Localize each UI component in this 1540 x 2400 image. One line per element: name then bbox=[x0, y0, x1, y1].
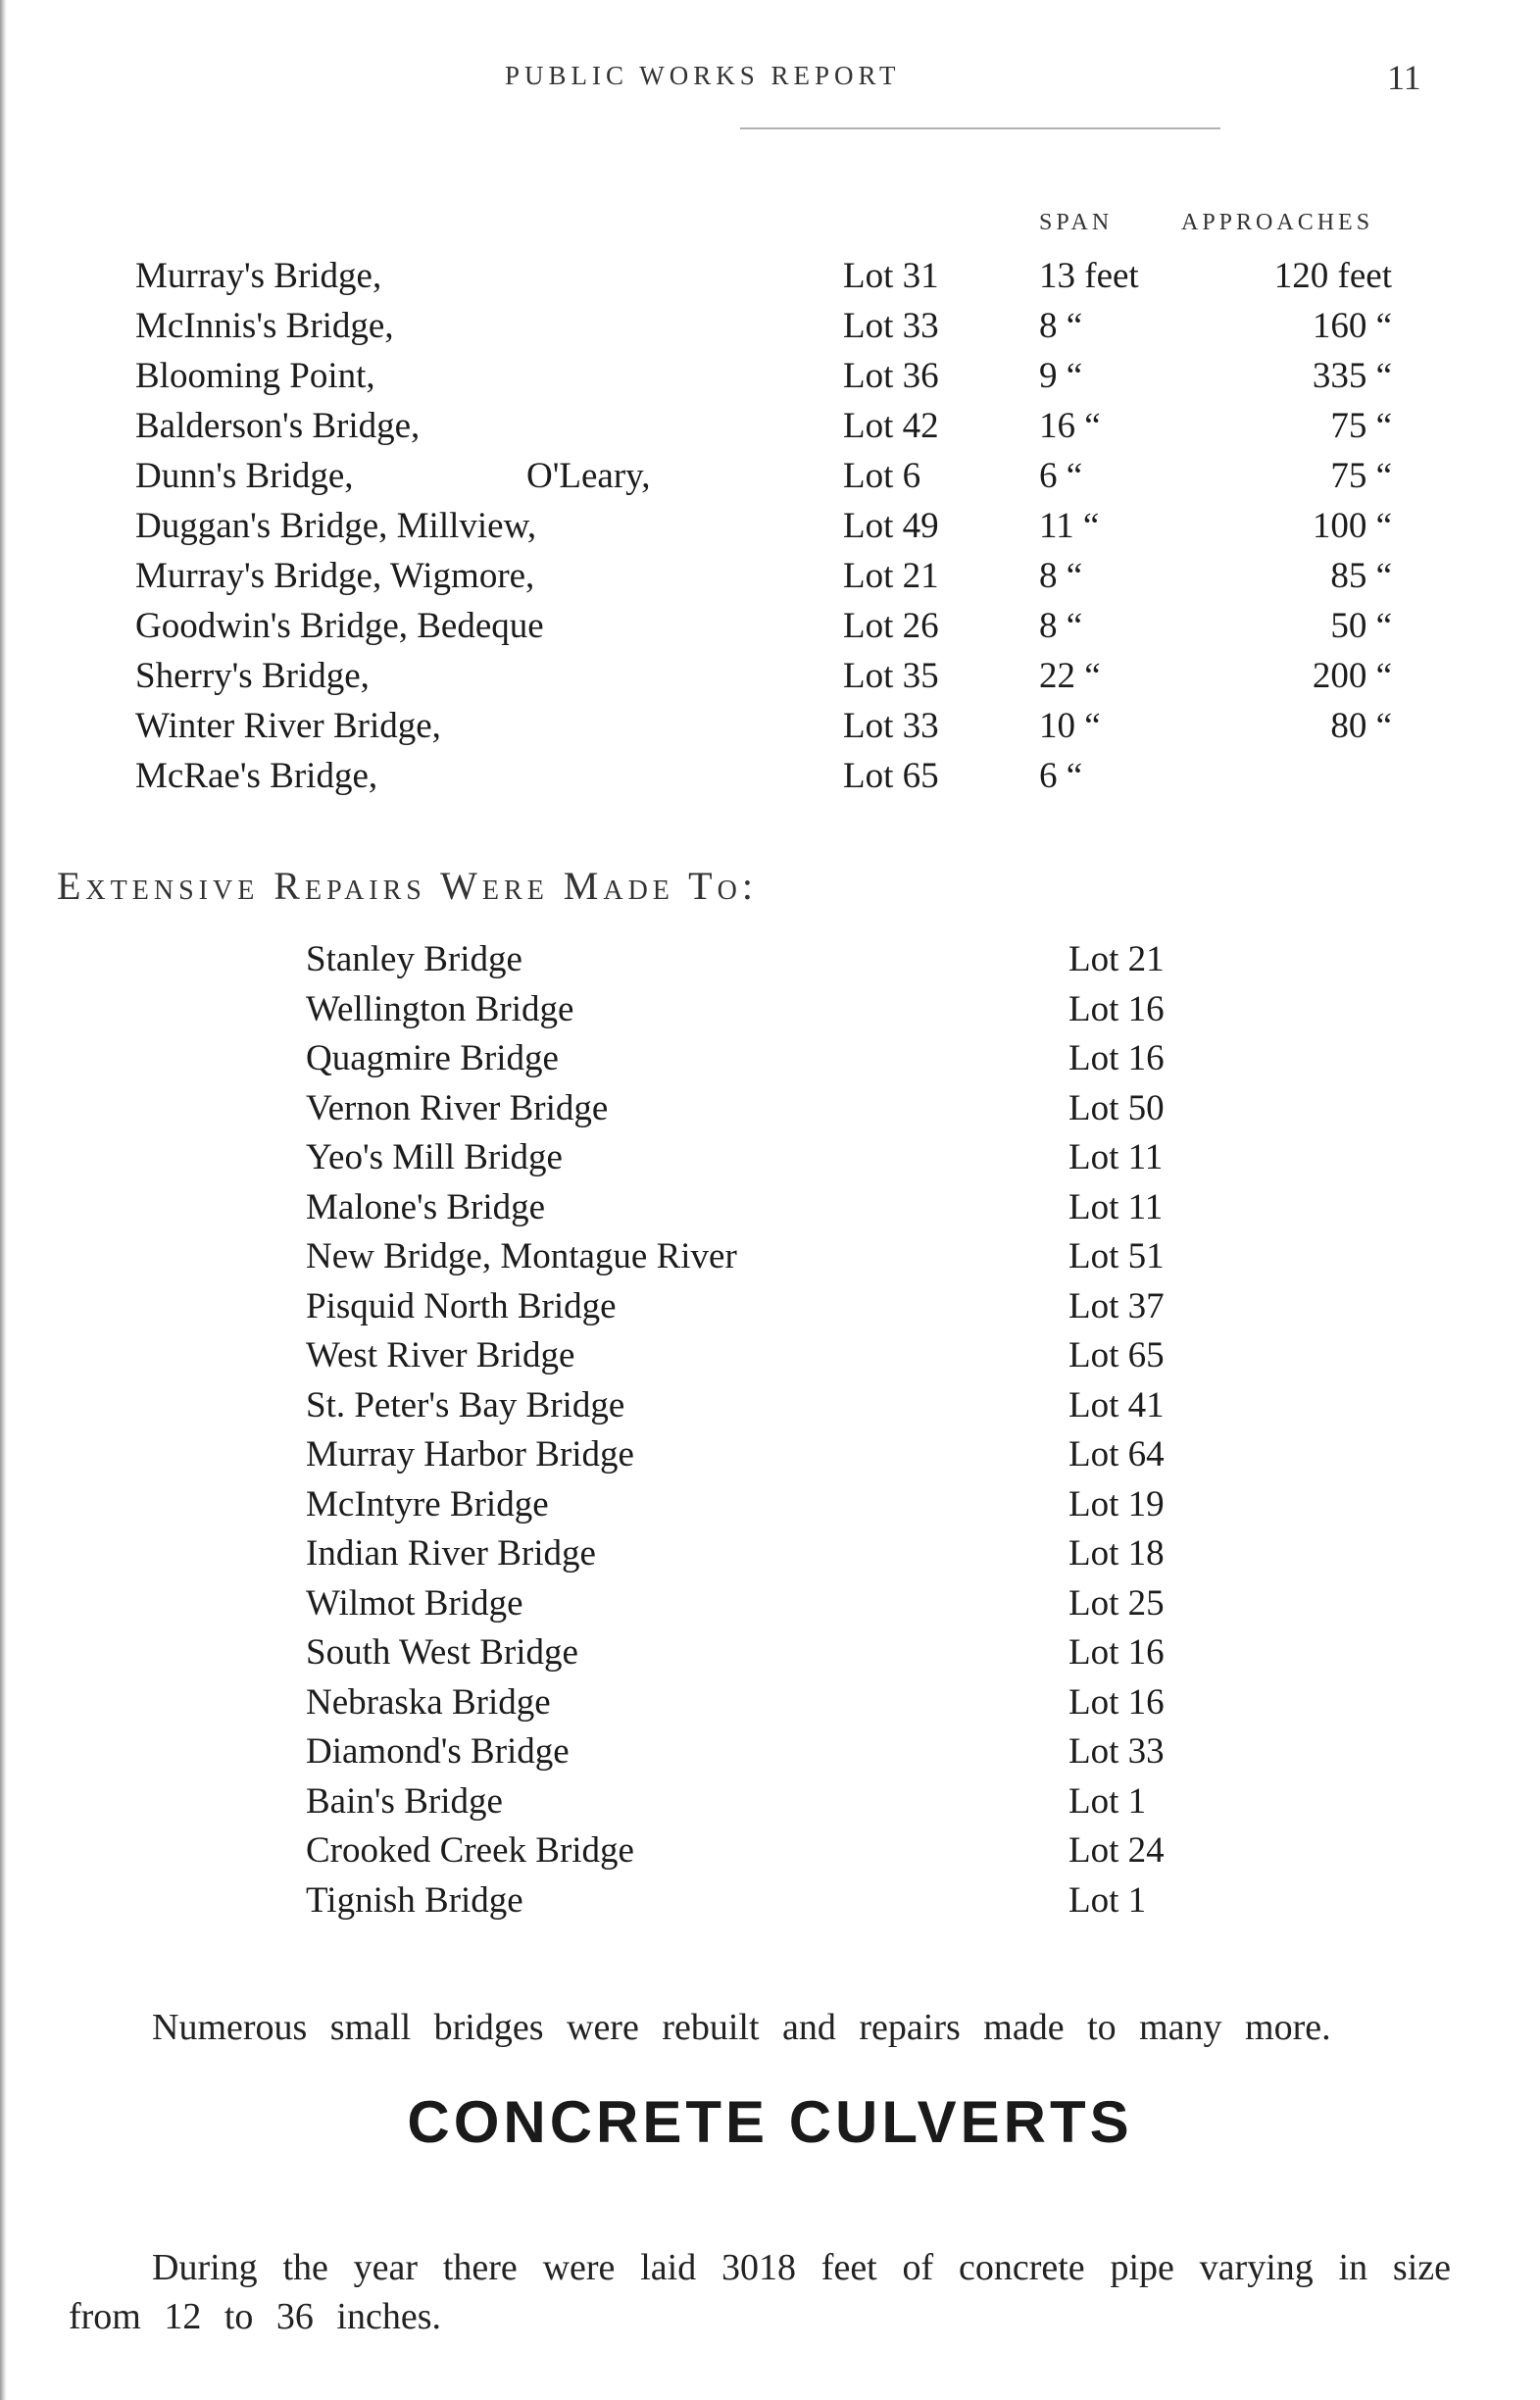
bridge-span: 8 “ bbox=[1039, 306, 1083, 346]
repair-bridge-name: Indian River Bridge bbox=[306, 1533, 596, 1574]
bridge-approaches: 85 “ bbox=[1330, 556, 1392, 596]
bridge-lot: Lot 26 bbox=[843, 606, 939, 646]
list-item bbox=[0, 1134, 1540, 1181]
small-bridges-note: Numerous small bridges were rebuilt and repairs made to many more. bbox=[152, 2007, 1331, 2048]
list-item bbox=[0, 1629, 1540, 1676]
repair-bridge-name: Wilmot Bridge bbox=[306, 1583, 523, 1624]
bridge-lot: Lot 31 bbox=[843, 256, 939, 296]
repair-bridge-name: McIntyre Bridge bbox=[306, 1484, 549, 1525]
bridge-name: Murray's Bridge, Wigmore, bbox=[135, 556, 535, 596]
repair-bridge-name: West River Bridge bbox=[306, 1335, 575, 1375]
bridge-lot: Lot 33 bbox=[843, 706, 939, 746]
bridge-name: Balderson's Bridge, bbox=[135, 406, 421, 446]
repair-bridge-lot: Lot 16 bbox=[1068, 989, 1165, 1029]
bridge-span: 10 “ bbox=[1039, 706, 1101, 746]
header-rule bbox=[740, 127, 1220, 129]
repair-bridge-lot: Lot 24 bbox=[1068, 1830, 1165, 1871]
repair-bridge-name: Yeo's Mill Bridge bbox=[306, 1137, 563, 1177]
bridge-approaches: 100 “ bbox=[1312, 506, 1392, 546]
bridge-lot: Lot 42 bbox=[843, 406, 939, 446]
list-item bbox=[0, 936, 1540, 983]
repair-bridge-name: Tignish Bridge bbox=[306, 1880, 523, 1921]
bridge-approaches: 75 “ bbox=[1330, 406, 1392, 446]
list-item bbox=[0, 1530, 1540, 1577]
list-item bbox=[0, 1283, 1540, 1330]
repair-bridge-lot: Lot 21 bbox=[1068, 939, 1165, 979]
table-row bbox=[0, 503, 1540, 550]
page-number: 11 bbox=[1387, 58, 1421, 97]
repair-bridge-lot: Lot 50 bbox=[1068, 1088, 1165, 1128]
list-item bbox=[0, 1778, 1540, 1825]
repair-bridge-name: Pisquid North Bridge bbox=[306, 1286, 617, 1326]
repair-bridge-lot: Lot 41 bbox=[1068, 1385, 1165, 1425]
bridge-name: Dunn's Bridge, bbox=[135, 456, 354, 496]
bridge-lot: Lot 49 bbox=[843, 506, 939, 546]
bridge-span: 16 “ bbox=[1039, 406, 1101, 446]
bridge-lot: Lot 33 bbox=[843, 306, 939, 346]
bridge-span: 6 “ bbox=[1039, 456, 1083, 496]
repair-bridge-name: Crooked Creek Bridge bbox=[306, 1830, 634, 1871]
list-item bbox=[0, 1085, 1540, 1132]
list-item bbox=[0, 1481, 1540, 1528]
list-item bbox=[0, 1431, 1540, 1478]
table-row bbox=[0, 353, 1540, 400]
list-item bbox=[0, 1184, 1540, 1231]
repair-bridge-lot: Lot 37 bbox=[1068, 1286, 1165, 1326]
repair-bridge-lot: Lot 18 bbox=[1068, 1533, 1165, 1574]
repair-bridge-lot: Lot 19 bbox=[1068, 1484, 1165, 1525]
bridge-approaches: 80 “ bbox=[1330, 706, 1392, 746]
list-item bbox=[0, 1332, 1540, 1379]
list-item bbox=[0, 1233, 1540, 1280]
bridge-name: McRae's Bridge, bbox=[135, 756, 378, 796]
table-row bbox=[0, 453, 1540, 500]
bridge-span: 9 “ bbox=[1039, 356, 1083, 396]
list-item bbox=[0, 1580, 1540, 1627]
bridge-approaches: 160 “ bbox=[1312, 306, 1392, 346]
bridge-span: 8 “ bbox=[1039, 556, 1083, 596]
bridge-span: 11 “ bbox=[1039, 506, 1100, 546]
table-row bbox=[0, 753, 1540, 800]
repair-bridge-lot: Lot 16 bbox=[1068, 1038, 1165, 1078]
bridge-name: Goodwin's Bridge, Bedeque bbox=[135, 606, 544, 646]
bridge-name: Winter River Bridge, bbox=[135, 706, 441, 746]
repair-bridge-name: Bain's Bridge bbox=[306, 1781, 503, 1822]
list-item bbox=[0, 1877, 1540, 1925]
running-title: PUBLIC WORKS REPORT bbox=[505, 61, 901, 90]
repair-bridge-name: St. Peter's Bay Bridge bbox=[306, 1385, 625, 1425]
bridge-span: 22 “ bbox=[1039, 656, 1101, 696]
repair-bridge-lot: Lot 11 bbox=[1068, 1187, 1164, 1227]
bridge-location: O'Leary, bbox=[526, 456, 651, 496]
repair-bridge-name: Vernon River Bridge bbox=[306, 1088, 609, 1128]
bridge-approaches: 335 “ bbox=[1312, 356, 1392, 396]
bridge-name: McInnis's Bridge, bbox=[135, 306, 394, 346]
table-row bbox=[0, 703, 1540, 750]
repair-bridge-lot: Lot 65 bbox=[1068, 1335, 1165, 1375]
bridge-name: Murray's Bridge, bbox=[135, 256, 382, 296]
bridge-approaches: 75 “ bbox=[1330, 456, 1392, 496]
repair-bridge-name: Murray Harbor Bridge bbox=[306, 1434, 634, 1475]
repair-bridge-lot: Lot 51 bbox=[1068, 1236, 1165, 1276]
repair-bridge-name: Wellington Bridge bbox=[306, 989, 574, 1029]
table-row bbox=[0, 603, 1540, 650]
table-row bbox=[0, 403, 1540, 450]
column-header-approaches: APPROACHES bbox=[1181, 210, 1374, 235]
repair-bridge-name: Nebraska Bridge bbox=[306, 1682, 551, 1723]
bridge-lot: Lot 36 bbox=[843, 356, 939, 396]
bridge-approaches: 120 feet bbox=[1273, 256, 1392, 296]
culverts-title: CONCRETE CULVERTS bbox=[407, 2089, 1133, 2155]
list-item bbox=[0, 1035, 1540, 1082]
repair-bridge-name: Quagmire Bridge bbox=[306, 1038, 559, 1078]
table-row bbox=[0, 653, 1540, 700]
list-item bbox=[0, 986, 1540, 1033]
repair-bridge-name: Malone's Bridge bbox=[306, 1187, 546, 1227]
repair-bridge-lot: Lot 11 bbox=[1068, 1137, 1164, 1177]
bridge-lot: Lot 21 bbox=[843, 556, 939, 596]
table-row bbox=[0, 553, 1540, 600]
column-header-span: SPAN bbox=[1039, 210, 1114, 235]
repair-bridge-lot: Lot 25 bbox=[1068, 1583, 1165, 1624]
repair-bridge-name: Diamond's Bridge bbox=[306, 1731, 570, 1772]
bridge-span: 6 “ bbox=[1039, 756, 1083, 796]
repair-bridge-lot: Lot 1 bbox=[1068, 1781, 1147, 1822]
table-row bbox=[0, 253, 1540, 300]
repair-bridge-name: South West Bridge bbox=[306, 1632, 578, 1673]
repair-bridge-name: Stanley Bridge bbox=[306, 939, 522, 979]
repair-bridge-name: New Bridge, Montague River bbox=[306, 1236, 737, 1276]
list-item bbox=[0, 1728, 1540, 1775]
repair-bridge-lot: Lot 64 bbox=[1068, 1434, 1165, 1475]
bridge-approaches: 50 “ bbox=[1330, 606, 1392, 646]
bridge-name: Sherry's Bridge, bbox=[135, 656, 370, 696]
bridge-lot: Lot 65 bbox=[843, 756, 939, 796]
repair-bridge-lot: Lot 33 bbox=[1068, 1731, 1165, 1772]
bridge-lot: Lot 35 bbox=[843, 656, 939, 696]
list-item bbox=[0, 1679, 1540, 1726]
bridge-span: 8 “ bbox=[1039, 606, 1083, 646]
repair-bridge-lot: Lot 16 bbox=[1068, 1682, 1165, 1723]
repairs-heading: Extensive Repairs Were Made To: bbox=[57, 864, 758, 908]
table-row bbox=[0, 303, 1540, 350]
bridge-name: Duggan's Bridge, Millview, bbox=[135, 506, 537, 546]
list-item bbox=[0, 1382, 1540, 1429]
bridge-lot: Lot 6 bbox=[843, 456, 921, 496]
repair-bridge-lot: Lot 16 bbox=[1068, 1632, 1165, 1673]
bridge-approaches: 200 “ bbox=[1312, 656, 1392, 696]
repair-bridge-lot: Lot 1 bbox=[1068, 1880, 1147, 1921]
list-item bbox=[0, 1827, 1540, 1875]
culverts-paragraph: During the year there were laid 3018 feet of concrete pipe varying in size from 12 to 36 inches. bbox=[69, 2247, 1451, 2337]
bridge-span: 13 feet bbox=[1039, 256, 1139, 296]
bridge-name: Blooming Point, bbox=[135, 356, 375, 396]
